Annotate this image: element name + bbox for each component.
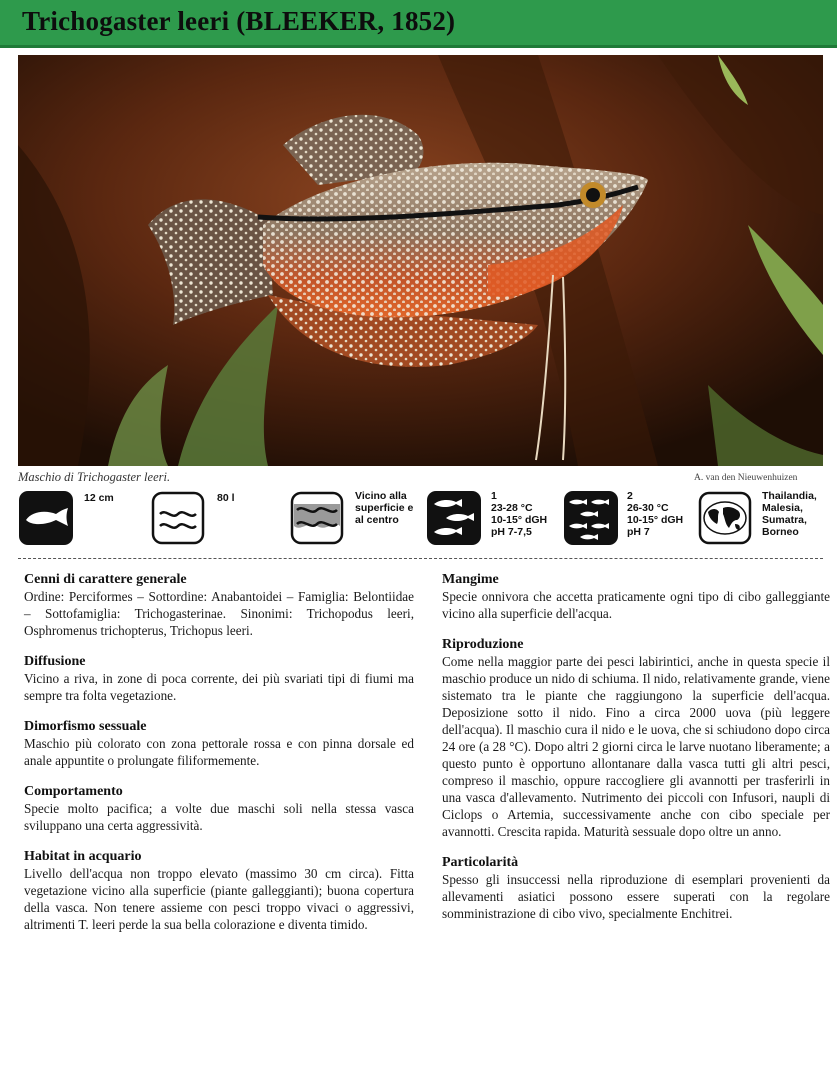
left-column (24, 571, 414, 947)
swim-zone-icon (289, 490, 345, 546)
section-behaviour (24, 783, 414, 834)
section-text: Livello dell'acqua non troppo elevato (massimo 30 cm circa). Fitta vegetazione vicino alla superficie (piante galleggianti); buona copertura della vasca. Non tenere assieme con pesci troppo vivaci o aggressivi, altrimenti T. leeri perde la sua bella colorazione e diventa timido. (24, 866, 414, 932)
right-column (442, 571, 830, 936)
section-text: Come nella maggior parte dei pesci labirintici, anche in questa specie il maschio produce un nido di schiuma. Il nido, relativamente grande, viene sistemato tra le piante che raggiungono la superficie dell'acqua. Deposizione sotto il nido. Fino a circa 2000 uova (più leggere dell'acqua). Il maschio cura il nido e le uova, che si schiudono dopo circa 24 ore (a 28 °C). Dopo altri 2 giorni circa le larve nuotano liberamente; a questo punto è opportuno allontanare dalla vasca tutti gli altri pesci, compreso il maschio, oppure raccogliere gli avannotti per trasferirli in una vasca d'allevamento. Nutrimento dei piccoli con Infusori, naupli di Ciclops o Artemia, successivamente anche con cibo speciale per avannotti. Crescita rapida. Maturità sessuale dopo oltre un anno. (442, 654, 830, 839)
volume-label: 80 l (217, 492, 235, 504)
section-distribution (24, 653, 414, 704)
section-text: Vicino a riva, in zone di poca corrente, dei più svariati tipi di fiumi ma sempre tra folta vegetazione. (24, 671, 414, 703)
origin-label: Thailandia, Malesia, Sumatra, Borneo (762, 490, 817, 538)
section-text: Specie onnivora che accetta praticamente ogni tipo di cibo galleggiante vicino alla superficie dell'acqua. (442, 589, 830, 621)
conditions-1-label: 1 23-28 °C 10-15° dGH pH 7-7,5 (491, 490, 548, 538)
section-heading: Diffusione (24, 654, 86, 669)
size-label: 12 cm (84, 492, 114, 504)
section-dimorphism (24, 718, 414, 769)
section-text: Maschio più colorato con zona pettorale rossa e con pinna dorsale ed anale appuntite o prolungate filiformemente. (24, 736, 414, 768)
title-bar (0, 0, 837, 48)
tank-volume-icon (150, 490, 206, 546)
fish-group-icon (426, 490, 482, 546)
section-heading: Comportamento (24, 784, 123, 799)
fish-illustration (18, 55, 823, 466)
fish-photo (18, 55, 823, 466)
section-food (442, 571, 830, 622)
section-text: Specie molto pacifica; a volte due maschi soli nella stessa vasca sviluppano una certa aggressività. (24, 801, 414, 833)
swim-zone-label: Vicino alla superficie e al centro (355, 490, 414, 526)
conditions-2-label: 2 26-30 °C 10-15° dGH pH 7 (627, 490, 684, 538)
fish-size-icon (18, 490, 74, 546)
page-title: Trichogaster leeri (BLEEKER, 1852) (22, 6, 456, 36)
photo-credit: A. van den Nieuwenhuizen (694, 473, 798, 483)
section-general (24, 571, 414, 639)
section-text: Ordine: Perciformes – Sottordine: Anabantoidei – Famiglia: Belontiidae – Sottofamiglia: Trichogasterinae. Sinonimi: Trichopodus leeri, Osphromenus trichopterus, Trichopus leeri. (24, 589, 414, 638)
globe-icon (697, 490, 753, 546)
section-reproduction (442, 636, 830, 840)
section-heading: Mangime (442, 572, 499, 587)
section-text: Spesso gli insuccessi nella riproduzione di esemplari provenienti da allevamenti asiatici possono essere superati con la regolare somministrazione di cibo vivo, specialmente Enchitrei. (442, 872, 830, 921)
photo-caption: Maschio di Trichogaster leeri. (18, 470, 171, 484)
section-heading: Particolarità (442, 855, 519, 870)
section-notes (442, 854, 830, 922)
divider (18, 558, 823, 559)
section-heading: Riproduzione (442, 637, 524, 652)
section-habitat (24, 848, 414, 933)
section-heading: Habitat in acquario (24, 849, 142, 864)
section-heading: Cenni di carattere generale (24, 572, 187, 587)
section-heading: Dimorfismo sessuale (24, 719, 147, 734)
fish-school-icon (563, 490, 619, 546)
